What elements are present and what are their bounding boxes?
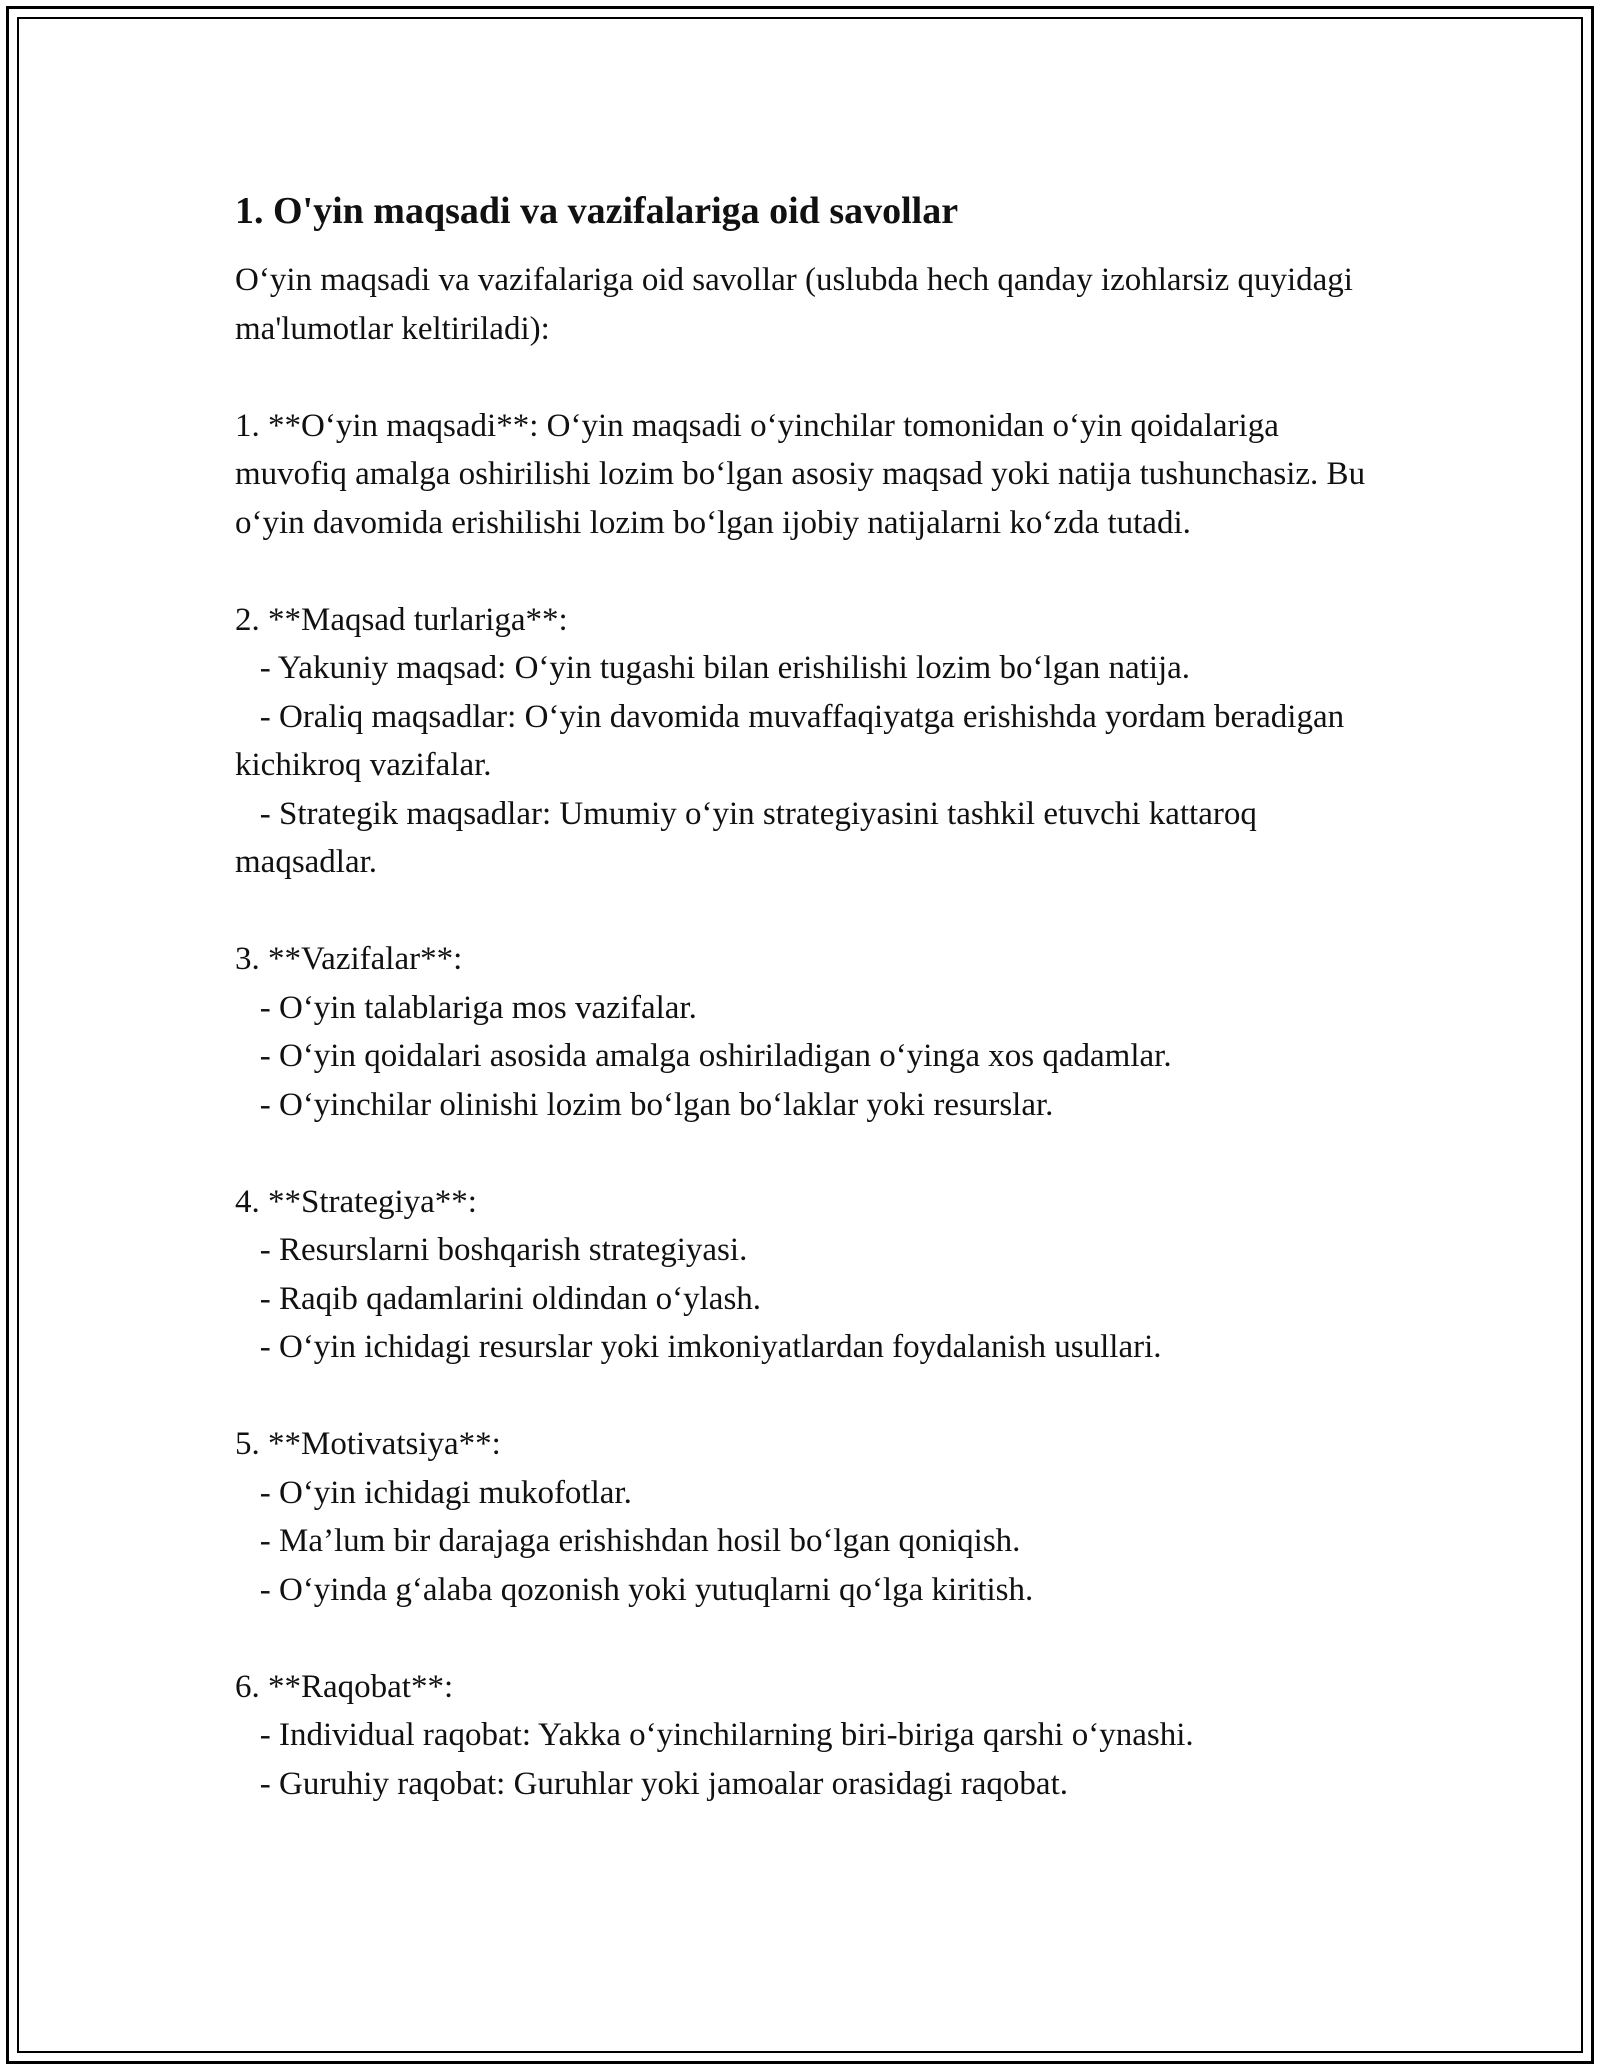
- section-3-item: - O‘yin talablariga mos vazifalar.: [235, 989, 697, 1026]
- section-1: [235, 402, 1375, 548]
- section-2-title: 2. **Maqsad turlariga**:: [235, 601, 568, 638]
- section-2-item: - Yakuniy maqsad: O‘yin tugashi bilan erishilishi lozim bo‘lgan natija.: [235, 650, 1191, 686]
- section-6-item: - Individual raqobat: Yakka o‘yinchilarning biri-biriga qarshi o‘ynashi.: [235, 1717, 1194, 1753]
- section-6-title: 6. **Raqobat**:: [235, 1668, 454, 1705]
- spacer: [235, 887, 1375, 936]
- section-2: [235, 596, 1375, 887]
- section-5: [235, 1420, 1375, 1614]
- section-4-title: 4. **Strategiya**:: [235, 1183, 477, 1220]
- document-heading: 1. O'yin maqsadi va vazifalariga oid savollar: [235, 190, 959, 232]
- spacer: [235, 353, 1375, 402]
- section-3-item: - O‘yin qoidalari asosida amalga oshiriladigan o‘yinga xos qadamlar.: [235, 1038, 1172, 1074]
- spacer: [235, 1372, 1375, 1421]
- section-2-item: - Oraliq maqsadlar: O‘yin davomida muvaffaqiyatga erishishda yordam beradigan kichikroq vazifalar.: [235, 698, 1353, 783]
- spacer: [235, 1129, 1375, 1178]
- document-body: [235, 186, 1375, 1808]
- section-5-item: - O‘yinda g‘alaba qozonish yoki yutuqlarni qo‘lga kiritish.: [235, 1571, 1034, 1608]
- spacer: [235, 547, 1375, 596]
- intro-paragraph: O‘yin maqsadi va vazifalariga oid savollar (uslubda hech qanday izohlarsiz quyidagi ma'lumotlar keltiriladi):: [235, 262, 1362, 347]
- spacer: [235, 1614, 1375, 1663]
- section-6: [235, 1663, 1375, 1809]
- section-4-item: - Raqib qadamlarini oldindan o‘ylash.: [235, 1280, 762, 1317]
- section-6-item: - Guruhiy raqobat: Guruhlar yoki jamoalar orasidagi raqobat.: [235, 1765, 1068, 1802]
- section-4: [235, 1178, 1375, 1372]
- section-4-item: - O‘yin ichidagi resurslar yoki imkoniyatlardan foydalanish usullari.: [235, 1329, 1162, 1365]
- section-5-item: - O‘yin ichidagi mukofotlar.: [235, 1474, 632, 1511]
- section-1-text: 1. **O‘yin maqsadi**: O‘yin maqsadi o‘yinchilar tomonidan o‘yin qoidalariga muvofiq amalga oshirilishi lozim bo‘lgan asosiy maqsad yoki natija tushunchasiz. Bu o‘yin davomida erishilishi lozim bo‘lgan ijobiy natijalarni ko‘zda tutadi.: [235, 407, 1366, 541]
- section-5-title: 5. **Motivatsiya**:: [235, 1426, 501, 1462]
- section-3-item: - O‘yinchilar olinishi lozim bo‘lgan bo‘laklar yoki resurslar.: [235, 1086, 1054, 1123]
- section-5-item: - Ma’lum bir darajaga erishishdan hosil bo‘lgan qoniqish.: [235, 1523, 1021, 1559]
- section-3-title: 3. **Vazifalar**:: [235, 941, 463, 977]
- section-3: [235, 935, 1375, 1129]
- section-4-item: - Resurslarni boshqarish strategiyasi.: [235, 1232, 748, 1268]
- section-2-item: - Strategik maqsadlar: Umumiy o‘yin strategiyasini tashkil etuvchi kattaroq maqsadlar.: [235, 795, 1266, 880]
